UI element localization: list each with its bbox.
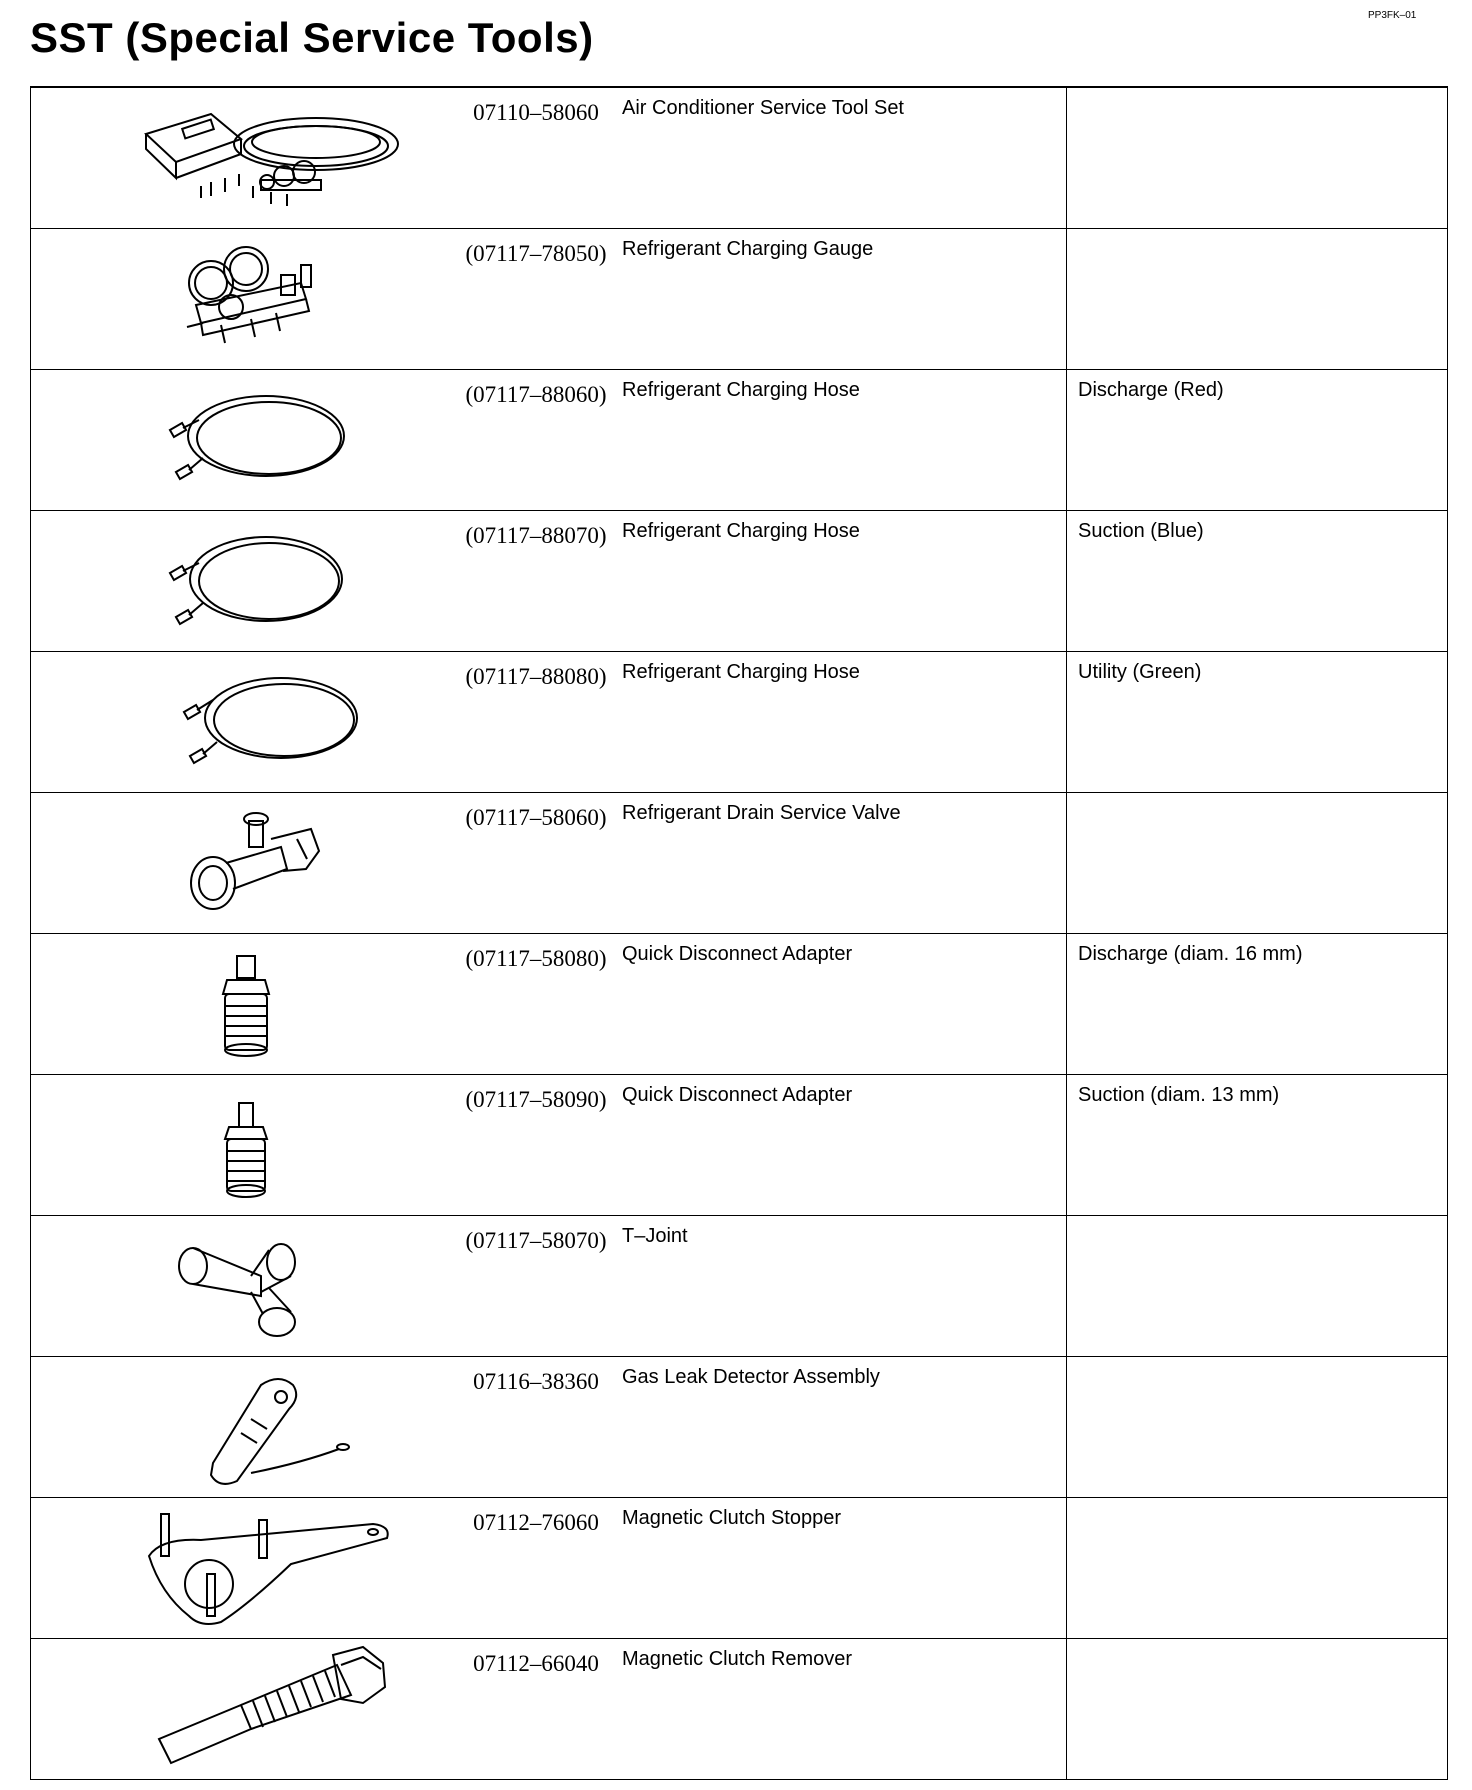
tool-name: Air Conditioner Service Tool Set xyxy=(622,97,904,119)
part-number: (07117–58080) xyxy=(465,946,607,971)
part-number: 07110–58060 xyxy=(473,100,599,125)
table-row xyxy=(31,1075,1448,1216)
part-number: 07116–38360 xyxy=(473,1369,599,1394)
tool-name: Magnetic Clutch Stopper xyxy=(622,1507,842,1529)
table-row xyxy=(31,934,1448,1075)
tool-note: Suction (diam. 13 mm) xyxy=(1078,1084,1280,1106)
tool-name: T–Joint xyxy=(622,1225,688,1247)
tool-name: Refrigerant Drain Service Valve xyxy=(622,802,901,824)
drain-service-valve-icon xyxy=(101,799,401,927)
tool-note: Suction (Blue) xyxy=(1078,520,1204,542)
tool-note xyxy=(1067,793,1447,802)
tool-note xyxy=(1067,1498,1447,1507)
tool-name: Quick Disconnect Adapter xyxy=(622,943,853,965)
tool-note xyxy=(1067,229,1447,238)
tool-name: Refrigerant Charging Hose xyxy=(622,520,860,542)
tool-name: Refrigerant Charging Hose xyxy=(622,379,860,401)
table-row xyxy=(31,1639,1448,1780)
part-number: (07117–88070) xyxy=(465,523,607,548)
part-number: (07117–88060) xyxy=(465,382,607,407)
table-row xyxy=(31,1498,1448,1639)
table-row xyxy=(31,652,1448,793)
table-row xyxy=(31,229,1448,370)
tool-note xyxy=(1067,1639,1447,1648)
part-number: 07112–66040 xyxy=(473,1651,599,1676)
charging-hose-icon xyxy=(101,376,401,504)
tool-note: Utility (Green) xyxy=(1078,661,1202,683)
page-title: SST (Special Service Tools) xyxy=(30,14,594,61)
table-row xyxy=(31,793,1448,934)
quick-disconnect-adapter-icon xyxy=(101,1081,401,1209)
part-number: (07117–58060) xyxy=(465,805,607,830)
charging-hose-icon xyxy=(101,658,401,786)
sst-table xyxy=(30,86,1448,1780)
service-tool-set-icon xyxy=(101,94,401,222)
tool-note: Discharge (diam. 16 mm) xyxy=(1078,943,1303,965)
part-number: (07117–58090) xyxy=(465,1087,607,1112)
magnetic-clutch-stopper-icon xyxy=(101,1504,401,1632)
part-number: 07112–76060 xyxy=(473,1510,599,1535)
magnetic-clutch-remover-icon xyxy=(101,1645,401,1773)
charging-hose-icon xyxy=(101,517,401,645)
tool-note xyxy=(1067,1216,1447,1225)
tool-name: Magnetic Clutch Remover xyxy=(622,1648,853,1670)
part-number: (07117–58070) xyxy=(465,1228,607,1253)
table-row xyxy=(31,511,1448,652)
gas-leak-detector-icon xyxy=(101,1363,401,1491)
table-row xyxy=(31,370,1448,511)
tool-note: Discharge (Red) xyxy=(1078,379,1224,401)
tool-note xyxy=(1067,88,1447,97)
tool-name: Gas Leak Detector Assembly xyxy=(622,1366,880,1388)
table-row xyxy=(31,87,1448,229)
tool-name: Refrigerant Charging Gauge xyxy=(622,238,874,260)
quick-disconnect-adapter-icon xyxy=(101,940,401,1068)
charging-gauge-icon xyxy=(101,235,401,363)
t-joint-icon xyxy=(101,1222,401,1350)
table-row xyxy=(31,1357,1448,1498)
tool-name: Refrigerant Charging Hose xyxy=(622,661,860,683)
part-number: (07117–88080) xyxy=(465,664,607,689)
tool-name: Quick Disconnect Adapter xyxy=(622,1084,853,1106)
tool-note xyxy=(1067,1357,1447,1366)
page-code: PP3FK–01 xyxy=(1368,10,1417,21)
part-number: (07117–78050) xyxy=(465,241,607,266)
table-row xyxy=(31,1216,1448,1357)
